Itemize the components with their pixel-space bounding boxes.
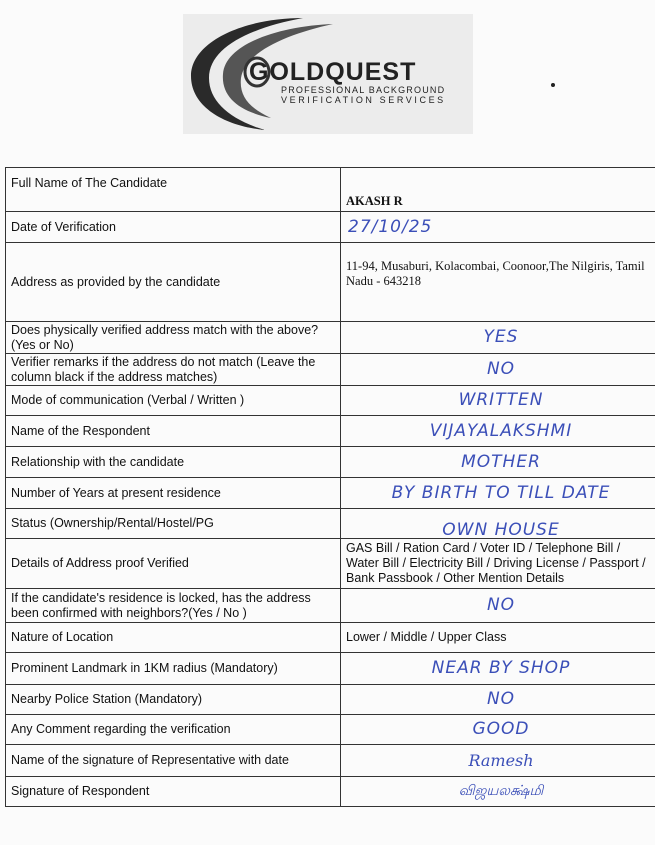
nature-of-location-value: Lower / Middle / Upper Class bbox=[341, 623, 655, 653]
representative-signature-cell bbox=[341, 745, 655, 777]
table-row bbox=[6, 715, 655, 745]
verification-date-value: 27/10/25 bbox=[348, 216, 433, 237]
address-match-value: YES bbox=[483, 327, 519, 347]
candidate-name-label: Full Name of The Candidate bbox=[6, 168, 341, 212]
table-row bbox=[6, 416, 655, 447]
police-station-value: NO bbox=[486, 689, 516, 709]
landmark-cell bbox=[341, 653, 655, 685]
neighbors-confirmed-value: NO bbox=[486, 595, 516, 615]
verifier-remarks-cell bbox=[341, 354, 655, 386]
table-row bbox=[6, 623, 655, 653]
relationship-cell bbox=[341, 447, 655, 478]
candidate-name-cell bbox=[341, 168, 655, 212]
address-label: Address as provided by the candidate bbox=[6, 243, 341, 322]
table-row bbox=[6, 509, 655, 539]
communication-mode-cell bbox=[341, 386, 655, 416]
respondent-name-cell bbox=[341, 416, 655, 447]
verification-date-cell bbox=[341, 212, 655, 243]
table-row bbox=[6, 589, 655, 623]
table-row bbox=[6, 386, 655, 416]
communication-mode-value: WRITTEN bbox=[458, 390, 544, 410]
nature-of-location-label: Nature of Location bbox=[6, 623, 341, 653]
comment-cell bbox=[341, 715, 655, 745]
table-row bbox=[6, 478, 655, 509]
table-row bbox=[6, 685, 655, 715]
address-proof-value: GAS Bill / Ration Card / Voter ID / Telephone Bill / Water Bill / Electricity Bill / Driving License / Passport / Bank Passbook / Other Mention Details bbox=[341, 539, 655, 589]
respondent-signature-label: Signature of Respondent bbox=[6, 777, 341, 807]
address-match-cell bbox=[341, 322, 655, 354]
representative-signature-label: Name of the signature of Representative with date bbox=[6, 745, 341, 777]
representative-signature-value: Ramesh bbox=[468, 751, 534, 770]
table-row bbox=[6, 745, 655, 777]
respondent-name-label: Name of the Respondent bbox=[6, 416, 341, 447]
table-row bbox=[6, 168, 655, 212]
address-proof-label: Details of Address proof Verified bbox=[6, 539, 341, 589]
comment-value: GOOD bbox=[472, 719, 530, 739]
verifier-remarks-label: Verifier remarks if the address do not match (Leave the column black if the address matches) bbox=[6, 354, 341, 386]
ink-dot bbox=[551, 83, 555, 87]
table-row bbox=[6, 777, 655, 807]
table-row bbox=[6, 653, 655, 685]
goldquest-logo bbox=[183, 14, 473, 134]
landmark-value: NEAR BY SHOP bbox=[431, 658, 571, 678]
respondent-signature-cell bbox=[341, 777, 655, 807]
verifier-remarks-value: NO bbox=[486, 359, 516, 379]
respondent-name-value: VIJAYALAKSHMI bbox=[429, 420, 573, 441]
address-value: 11-94, Musaburi, Kolacombai, Coonoor,The Nilgiris, Tamil Nadu - 643218 bbox=[346, 259, 645, 288]
table-row bbox=[6, 322, 655, 354]
status-label: Status (Ownership/Rental/Hostel/PG bbox=[6, 509, 341, 539]
respondent-signature-value: விஜயலக்ஷ்மி bbox=[458, 783, 544, 799]
verification-form-table bbox=[5, 167, 655, 807]
table-row bbox=[6, 243, 655, 322]
status-value: OWN HOUSE bbox=[442, 520, 560, 540]
verification-date-label: Date of Verification bbox=[6, 212, 341, 243]
table-row bbox=[6, 539, 655, 589]
table-row bbox=[6, 354, 655, 386]
years-at-residence-cell bbox=[341, 478, 655, 509]
comment-label: Any Comment regarding the verification bbox=[6, 715, 341, 745]
years-at-residence-value: BY BIRTH TO TILL DATE bbox=[391, 482, 611, 503]
communication-mode-label: Mode of communication (Verbal / Written ) bbox=[6, 386, 341, 416]
candidate-name-value: AKASH R bbox=[346, 194, 403, 208]
table-row bbox=[6, 447, 655, 478]
status-cell bbox=[341, 509, 655, 539]
police-station-cell bbox=[341, 685, 655, 715]
landmark-label: Prominent Landmark in 1KM radius (Mandatory) bbox=[6, 653, 341, 685]
relationship-label: Relationship with the candidate bbox=[6, 447, 341, 478]
years-at-residence-label: Number of Years at present residence bbox=[6, 478, 341, 509]
brand-tagline-1: PROFESSIONAL BACKGROUND bbox=[281, 85, 446, 95]
brand-name: GOLDQUEST bbox=[249, 58, 417, 86]
table-row bbox=[6, 212, 655, 243]
relationship-value: MOTHER bbox=[461, 451, 541, 472]
neighbors-confirmed-label: If the candidate's residence is locked, has the address been confirmed with neighbors?(Yes / No ) bbox=[6, 589, 341, 623]
neighbors-confirmed-cell bbox=[341, 589, 655, 623]
brand-tagline-2: VERIFICATION SERVICES bbox=[281, 95, 446, 105]
address-cell bbox=[341, 243, 655, 322]
address-match-label: Does physically verified address match with the above? (Yes or No) bbox=[6, 322, 341, 354]
police-station-label: Nearby Police Station (Mandatory) bbox=[6, 685, 341, 715]
